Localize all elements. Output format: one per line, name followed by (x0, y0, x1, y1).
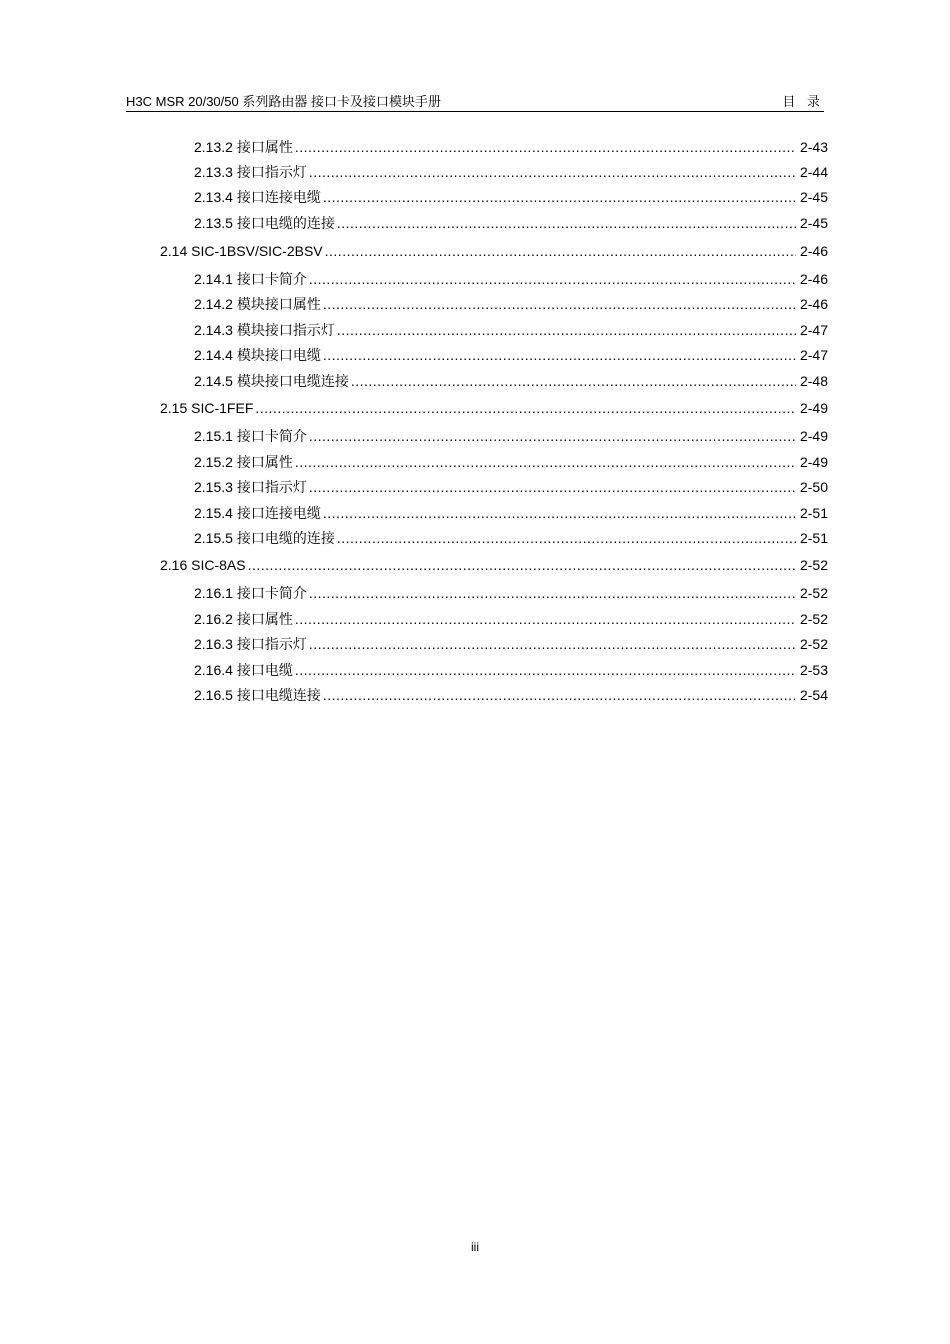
toc-dot-leader (309, 634, 796, 654)
toc-dot-leader (323, 345, 796, 365)
toc-entry-page: 2-51 (799, 505, 828, 521)
toc-entry[interactable] (194, 345, 828, 365)
toc-entry-page: 2-46 (799, 271, 828, 287)
toc-entry-title: 2.15 SIC-1FEF (160, 400, 254, 416)
toc-entry-title: 2.15.2 接口属性 (194, 454, 293, 470)
toc-dot-leader (309, 162, 796, 182)
toc-entry-page: 2-54 (799, 687, 828, 703)
toc-entry[interactable] (194, 137, 828, 157)
toc-dot-leader (309, 477, 796, 497)
toc-entry-title: 2.13.5 接口电缆的连接 (194, 215, 335, 231)
toc-dot-leader (337, 528, 796, 548)
toc-entry-title: 2.14.2 模块接口属性 (194, 296, 321, 312)
toc-dot-leader (351, 371, 796, 391)
toc-entry-page: 2-52 (799, 585, 828, 601)
toc-entry[interactable] (194, 503, 828, 523)
section-title: 目 录 (782, 94, 824, 109)
toc-entry-page: 2-49 (799, 428, 828, 444)
toc-entry[interactable] (194, 371, 828, 391)
toc-entry[interactable] (194, 477, 828, 497)
toc-entry[interactable] (194, 269, 828, 289)
toc-entry[interactable] (194, 528, 828, 548)
toc-entry-page: 2-53 (799, 662, 828, 678)
toc-entry[interactable] (194, 452, 828, 472)
toc-entry[interactable] (160, 398, 828, 418)
toc-entry-page: 2-44 (799, 164, 828, 180)
toc-entry-title: 2.15.1 接口卡简介 (194, 428, 307, 444)
toc-entry-title: 2.14.4 模块接口电缆 (194, 347, 321, 363)
toc-dot-leader (309, 426, 796, 446)
toc-entry[interactable] (160, 555, 828, 575)
toc-entry-title: 2.16.5 接口电缆连接 (194, 687, 321, 703)
toc-entry-page: 2-45 (799, 189, 828, 205)
page-number: iii (471, 1240, 479, 1254)
toc-dot-leader (309, 583, 796, 603)
toc-entry[interactable] (194, 187, 828, 207)
toc-entry-title: 2.15.5 接口电缆的连接 (194, 530, 335, 546)
toc-entry-page: 2-47 (799, 322, 828, 338)
toc-entry-page: 2-49 (799, 400, 828, 416)
toc-dot-leader (295, 660, 796, 680)
toc-entry-title: 2.15.3 接口指示灯 (194, 479, 307, 495)
toc-entry-page: 2-50 (799, 479, 828, 495)
toc-entry-page: 2-48 (799, 373, 828, 389)
toc-entry-title: 2.16.4 接口电缆 (194, 662, 293, 678)
toc-entry[interactable] (194, 320, 828, 340)
toc-dot-leader (337, 213, 796, 233)
toc-entry-title: 2.16.2 接口属性 (194, 611, 293, 627)
toc-entry-title: 2.14.1 接口卡简介 (194, 271, 307, 287)
toc-entry[interactable] (194, 685, 828, 705)
toc-entry[interactable] (194, 634, 828, 654)
toc-entry-title: 2.13.3 接口指示灯 (194, 164, 307, 180)
toc-dot-leader (295, 452, 796, 472)
toc-entry-title: 2.16.3 接口指示灯 (194, 636, 307, 652)
toc-entry-page: 2-43 (799, 139, 828, 155)
toc-dot-leader (337, 320, 796, 340)
toc-entry-title: 2.15.4 接口连接电缆 (194, 505, 321, 521)
toc-dot-leader (255, 398, 796, 418)
toc-dot-leader (295, 609, 796, 629)
toc-entry-page: 2-46 (799, 296, 828, 312)
toc-entry[interactable] (194, 583, 828, 603)
toc-entry-page: 2-51 (799, 530, 828, 546)
toc-entry[interactable] (194, 294, 828, 314)
toc-entry-title: 2.16.1 接口卡简介 (194, 585, 307, 601)
toc-entry-title: 2.13.4 接口连接电缆 (194, 189, 321, 205)
toc-entry-title: 2.14.3 模块接口指示灯 (194, 322, 335, 338)
toc-entry[interactable] (194, 660, 828, 680)
toc-entry[interactable] (194, 426, 828, 446)
toc-entry-title: 2.14 SIC-1BSV/SIC-2BSV (160, 243, 323, 259)
toc-dot-leader (323, 685, 796, 705)
document-title: H3C MSR 20/30/50 系列路由器 接口卡及接口模块手册 (126, 94, 441, 109)
toc-dot-leader (323, 294, 796, 314)
toc-entry-page: 2-45 (799, 215, 828, 231)
toc-dot-leader (323, 187, 796, 207)
toc-dot-leader (248, 555, 796, 575)
toc-entry[interactable] (194, 213, 828, 233)
toc-entry-title: 2.16 SIC-8AS (160, 557, 246, 573)
toc-entry-page: 2-46 (799, 243, 828, 259)
toc-dot-leader (295, 137, 796, 157)
toc-entry-page: 2-52 (799, 636, 828, 652)
toc-entry-title: 2.14.5 模块接口电缆连接 (194, 373, 349, 389)
toc-entry-title: 2.13.2 接口属性 (194, 139, 293, 155)
toc-entry[interactable] (194, 162, 828, 182)
toc-dot-leader (309, 269, 796, 289)
toc-entry[interactable] (160, 241, 828, 261)
toc-entry-page: 2-49 (799, 454, 828, 470)
toc-entry-page: 2-47 (799, 347, 828, 363)
toc-dot-leader (325, 241, 796, 261)
toc-entry-page: 2-52 (799, 611, 828, 627)
page-header (126, 93, 824, 112)
toc-entry[interactable] (194, 609, 828, 629)
toc-entry-page: 2-52 (799, 557, 828, 573)
toc-dot-leader (323, 503, 796, 523)
